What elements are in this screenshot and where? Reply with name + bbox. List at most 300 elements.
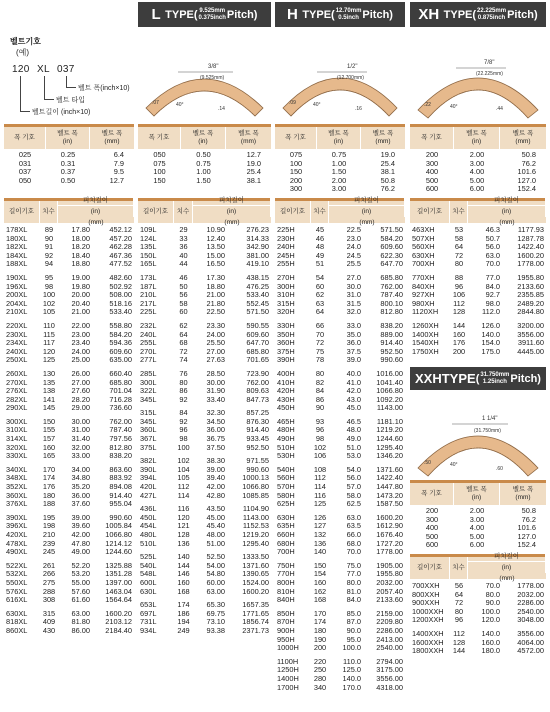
table-cell: 270L <box>140 346 157 356</box>
table-cell: 430 <box>42 625 56 635</box>
table-cell: 24.0 <box>346 242 361 252</box>
legend-line <box>20 111 30 112</box>
table-cell: 29 <box>179 225 188 234</box>
table-cell: 115 <box>43 329 55 339</box>
table-cell: 100 <box>289 158 303 168</box>
table-cell: 31.90 <box>206 386 225 396</box>
table-cell: 55.00 <box>71 577 90 587</box>
table-cell: 1346.20 <box>376 451 403 461</box>
table-cell: 1000XXH <box>412 606 444 616</box>
table-cell: 1750XH <box>412 346 439 356</box>
table-cell: 762.00 <box>246 377 269 387</box>
table-cell: 508.00 <box>109 290 132 300</box>
table-cell: 27.63 <box>206 355 225 365</box>
table-cell: 914.40 <box>109 490 132 500</box>
col-code <box>410 151 454 194</box>
table-cell: 532XL <box>6 569 28 579</box>
table-cell: 81.0 <box>346 586 361 596</box>
table-cell: 6.00 <box>469 184 485 194</box>
xxh-width-table <box>410 480 546 552</box>
table-cell: 21.80 <box>206 298 225 308</box>
table-cell: 22.5 <box>346 225 361 234</box>
table-cell: 420XL <box>6 530 28 539</box>
xxh-dim-label: .60 <box>496 466 503 472</box>
col-in <box>454 151 500 194</box>
table-cell: 60.00 <box>206 577 225 587</box>
table-cell: 93.38 <box>206 625 225 635</box>
table-cell: 93 <box>315 416 325 426</box>
col-teeth-header: 치수 <box>450 201 468 223</box>
table-cell: 121 <box>177 521 190 531</box>
table-cell: 584.20 <box>380 233 403 243</box>
table-cell: 34.50 <box>206 416 225 426</box>
table-cell: 315 <box>42 608 56 618</box>
col-in <box>468 582 502 656</box>
table-cell: 80 <box>179 377 188 387</box>
table-cell: 9.5 <box>113 167 124 177</box>
table-cell: 647.70 <box>246 338 269 348</box>
table-cell: 95.0 <box>346 634 361 644</box>
code-type: XL <box>37 64 50 75</box>
table-cell: 609.60 <box>109 346 132 356</box>
table-cell: 195 <box>42 512 56 522</box>
table-cell: 100.0 <box>342 643 361 653</box>
table-cell: 56.0 <box>485 242 500 252</box>
table-cell: 104 <box>177 464 190 474</box>
xh-length-table <box>410 198 546 364</box>
table-cell: 54.00 <box>206 560 225 570</box>
table-cell: 900XXH <box>412 598 440 608</box>
table-header <box>4 196 134 226</box>
table-cell: 7.9 <box>113 158 124 168</box>
table-cell: 48 <box>315 242 325 252</box>
table-cell: 125.0 <box>342 665 361 675</box>
col-mm-header: (mm) <box>88 218 104 226</box>
table-cell: 180XL <box>6 233 28 243</box>
table-cell: 100 <box>177 442 190 452</box>
col-teeth <box>450 226 468 356</box>
table-cell: 736.60 <box>109 403 132 413</box>
table-cell: 17.80 <box>71 225 90 234</box>
table-cell: 20.40 <box>71 298 90 308</box>
table-cell: 144 <box>452 320 466 330</box>
table-cell: 840XH <box>412 281 435 291</box>
table-cell: 17.30 <box>206 272 225 282</box>
table-cell: 1104.90 <box>242 504 269 514</box>
pitch-length-title: 피치길이 <box>468 553 546 562</box>
table-cell: 2184.40 <box>105 625 132 635</box>
table-cell: 80.0 <box>346 577 361 587</box>
table-cell: 050 <box>153 150 166 159</box>
table-cell: 84 <box>315 386 325 396</box>
table-cell: 1600XXH <box>412 637 444 647</box>
table-cell: 36.00 <box>206 425 225 435</box>
table-cell: 971.55 <box>246 456 269 466</box>
table-cell: 315H <box>277 298 295 308</box>
table-cell: 35.20 <box>71 482 90 492</box>
table-cell: 68.0 <box>346 538 361 548</box>
table-cell: 68 <box>179 338 188 348</box>
table-cell: 210 <box>42 530 56 539</box>
table-cell: 50.8 <box>521 150 536 159</box>
table-cell: 952.50 <box>380 346 403 356</box>
table-cell: 1657.35 <box>242 600 269 610</box>
table-cell: 53 <box>454 225 464 234</box>
table-cell: 154.0 <box>481 338 500 348</box>
table-cell: 135 <box>42 377 56 387</box>
table-cell: 838.20 <box>380 320 403 330</box>
table-cell: 850H <box>277 608 295 618</box>
table-cell: 174 <box>177 600 190 610</box>
xh-belt-diagram <box>410 30 546 122</box>
table-cell: 176 <box>452 338 466 348</box>
table-cell: 0.31 <box>60 158 76 168</box>
table-cell: 1066.80 <box>376 386 403 396</box>
table-cell: 1955.80 <box>517 272 544 282</box>
table-cell: 762.00 <box>380 281 403 291</box>
table-cell: 200 <box>425 150 439 159</box>
table-cell: 2057.40 <box>376 586 403 596</box>
table-cell: 100 <box>42 290 56 300</box>
table-cell: 165 <box>42 451 56 461</box>
pitch-word: Pitch) <box>510 372 541 385</box>
table-cell: 102 <box>177 456 190 466</box>
table-cell: 450L <box>140 512 157 522</box>
table-cell: 42.80 <box>206 490 225 500</box>
xxh-pitch-label: 1 1/4" <box>482 416 498 422</box>
table-cell: 57.60 <box>71 586 90 596</box>
table-cell: 1473.20 <box>376 490 403 500</box>
table-cell: 160 <box>177 577 190 587</box>
table-cell: 24.00 <box>71 346 90 356</box>
table-body <box>410 151 546 194</box>
table-cell: 75 <box>315 346 325 356</box>
col-in <box>317 151 361 194</box>
table-cell: 140.0 <box>481 628 500 638</box>
col-in <box>454 507 500 550</box>
table-cell: 200XL <box>6 290 28 300</box>
col-mm-header: 벨트 폭 (mm) <box>512 130 534 145</box>
col-in-header: 벨트 폭 (in) <box>454 483 500 505</box>
table-cell: 70.0 <box>346 547 361 557</box>
table-cell: 51.00 <box>206 538 225 548</box>
xxh-belt-diagram <box>410 392 546 478</box>
table-cell: 64 <box>454 242 464 252</box>
table-cell: 288 <box>42 586 56 596</box>
table-cell: 45.0 <box>346 403 361 413</box>
l-type-header <box>138 2 271 27</box>
code-length: 120 <box>12 64 30 75</box>
table-cell: 576XL <box>6 586 28 596</box>
table-cell: 114 <box>314 482 326 492</box>
table-cell: 2413.00 <box>376 634 403 644</box>
table-cell: 225H <box>277 225 295 234</box>
table-cell: 261 <box>42 560 56 570</box>
table-cell: 110 <box>43 320 55 330</box>
table-cell: 300 <box>425 158 439 168</box>
col-in <box>329 226 363 692</box>
table-body <box>275 226 405 692</box>
table-cell: 51.0 <box>346 442 361 452</box>
table-cell: 210XL <box>6 307 28 317</box>
table-cell: 1066.80 <box>242 482 269 492</box>
table-cell: 075 <box>153 158 166 168</box>
table-cell: 800XXH <box>412 589 440 599</box>
table-cell: 409 <box>42 617 56 627</box>
table-cell: 1333.50 <box>242 552 269 562</box>
table-cell: 136 <box>313 538 327 548</box>
table-cell: 540L <box>140 560 157 570</box>
table-cell: 150 <box>313 560 327 570</box>
table-cell: 594.36 <box>109 338 132 348</box>
table-cell: 330XL <box>6 451 28 461</box>
table-cell: 571.50 <box>380 225 403 234</box>
table-cell: 609.60 <box>380 242 403 252</box>
table-cell: 1700H <box>277 682 299 692</box>
table-cell: 1778.00 <box>517 259 544 269</box>
table-cell: 82 <box>315 377 325 387</box>
table-cell: 180 <box>313 625 327 635</box>
col-code <box>4 151 46 185</box>
table-cell: 330H <box>277 320 295 330</box>
table-cell: 87.0 <box>346 617 361 627</box>
table-cell: 63.5 <box>346 521 361 531</box>
table-cell: 0.75 <box>331 150 347 159</box>
table-cell: 29.00 <box>71 403 90 413</box>
table-cell: 320H <box>277 307 295 317</box>
table-cell: 108 <box>313 464 327 474</box>
table-cell: 52.50 <box>206 552 225 562</box>
table-header <box>410 196 546 226</box>
table-cell: 1600.20 <box>105 608 132 618</box>
table-cell: 630XL <box>6 608 28 618</box>
table-cell: 463XH <box>412 225 435 234</box>
table-cell: 157 <box>42 434 56 444</box>
table-cell: 420H <box>277 386 295 396</box>
table-cell: 277L <box>140 355 157 365</box>
table-cell: 454L <box>140 521 157 531</box>
h-width-table <box>275 124 405 196</box>
table-cell: 255L <box>140 338 157 348</box>
table-cell: 1.50 <box>196 175 211 185</box>
table-cell: 77.0 <box>485 272 500 282</box>
table-cell: 314XL <box>6 434 28 444</box>
table-cell: 92.7 <box>485 290 500 300</box>
table-cell: 980XH <box>412 298 435 308</box>
table-cell: 2.00 <box>469 150 485 159</box>
table-cell: 186 <box>177 608 190 618</box>
table-cell: 580H <box>277 490 295 500</box>
table-cell: 76.2 <box>380 184 395 194</box>
table-cell: 184XL <box>6 250 28 260</box>
l-angle-label: 40° <box>176 102 184 108</box>
table-cell: 88 <box>454 272 464 282</box>
table-cell: 300XL <box>6 416 28 426</box>
table-cell: 3.00 <box>469 514 485 524</box>
table-cell: 480L <box>140 530 157 539</box>
pitch-mm: 9.525mm <box>199 8 226 14</box>
table-cell: 45.00 <box>206 512 225 522</box>
col-mm-header: 벨트 폭 (mm) <box>238 130 259 145</box>
table-cell: 847.73 <box>246 394 269 404</box>
table-cell: 6.4 <box>113 150 124 159</box>
table-cell: 112 <box>314 473 326 483</box>
table-cell: 800.10 <box>380 298 403 308</box>
table-cell: 31.0 <box>346 290 361 300</box>
table-cell: 25.4 <box>246 167 261 177</box>
col-teeth-header: 치수 <box>450 557 468 579</box>
table-cell: 1085.85 <box>242 490 269 500</box>
col-code <box>138 226 174 636</box>
table-cell: 025 <box>18 150 32 159</box>
table-cell: 394L <box>140 473 157 483</box>
col-mm <box>92 226 134 636</box>
table-cell: 934L <box>140 625 157 635</box>
table-cell: 255H <box>277 259 295 269</box>
xl-length-table <box>4 198 134 638</box>
table-cell: 170 <box>42 464 56 474</box>
table-cell: 2159.00 <box>376 608 403 618</box>
table-cell: 716.28 <box>109 394 132 404</box>
pitch-mm: 31.750mm <box>480 372 510 378</box>
table-cell: 1771.65 <box>242 608 269 618</box>
table-cell: 152.4 <box>517 184 536 194</box>
table-cell: 525L <box>140 552 157 562</box>
table-cell: 990.60 <box>109 512 132 522</box>
col-teeth-header: 치수 <box>40 201 58 223</box>
table-cell: 1066.80 <box>105 530 132 539</box>
pitch-length-header <box>58 196 134 226</box>
table-cell: 276XL <box>6 386 28 396</box>
table-cell: 39.40 <box>206 473 225 483</box>
table-cell: 45 <box>315 225 325 234</box>
table-cell: 0.75 <box>196 158 211 168</box>
col-in-header: (in) <box>58 206 134 217</box>
col-code <box>4 226 40 636</box>
table-body <box>138 151 271 185</box>
table-cell: 26.00 <box>71 368 90 378</box>
table-cell: 70 <box>315 329 325 339</box>
table-cell: 36 <box>179 242 188 252</box>
col-mm-header: 벨트 폭 (mm) <box>512 486 534 501</box>
table-cell: 340 <box>313 682 327 692</box>
table-header <box>410 552 546 582</box>
col-in-header: 벨트 폭 (in) <box>181 127 226 149</box>
table-cell: 70.0 <box>485 259 500 269</box>
table-cell: 270H <box>277 272 295 282</box>
table-cell: 510L <box>140 538 157 548</box>
table-cell: 48.00 <box>206 530 225 539</box>
table-header <box>410 483 546 505</box>
table-cell: 342.90 <box>246 242 269 252</box>
table-cell: 98 <box>315 434 325 444</box>
table-cell: 10.90 <box>206 225 225 234</box>
table-cell: 570H <box>277 482 295 492</box>
h-length-table <box>275 198 405 708</box>
col-code-header: 폭 기호 <box>4 127 46 149</box>
table-cell: 76.2 <box>521 158 536 168</box>
table-cell: 300H <box>277 281 295 291</box>
table-cell: 72 <box>454 250 464 260</box>
table-cell: 452.12 <box>109 225 132 234</box>
table-cell: 144 <box>452 646 466 656</box>
table-cell: 21.00 <box>71 307 90 317</box>
table-cell: 101.6 <box>517 523 536 533</box>
table-cell: 1250H <box>277 665 299 675</box>
table-cell: 933.45 <box>246 434 269 444</box>
table-cell: 245 <box>42 547 56 557</box>
table-cell: 42.0 <box>346 386 361 396</box>
table-cell: 84 <box>179 408 188 418</box>
table-cell: 914.40 <box>380 338 403 348</box>
table-cell: 39.00 <box>71 512 90 522</box>
table-cell: 1727.20 <box>376 538 403 548</box>
table-cell: 50.8 <box>521 506 536 515</box>
pitch-inch: 0.375inch <box>198 14 226 21</box>
table-cell: 476.25 <box>246 281 269 291</box>
table-cell: 126.0 <box>481 320 500 330</box>
table-cell: 54.0 <box>346 464 361 474</box>
table-cell: 1287.78 <box>517 233 544 243</box>
table-cell: 1400XH <box>412 329 439 339</box>
table-cell: 33.40 <box>206 394 225 404</box>
table-cell: 75.0 <box>346 560 361 570</box>
col-in-header: 벨트 폭 (in) <box>317 127 361 149</box>
table-cell: 63.00 <box>71 608 90 618</box>
pitch-length-title: 피치길이 <box>193 197 271 206</box>
table-cell: 92 <box>179 416 188 426</box>
table-cell: 840H <box>277 595 295 605</box>
table-cell: 502.92 <box>109 281 132 291</box>
table-cell: 1120XH <box>412 307 439 317</box>
table-cell: 200 <box>289 175 303 185</box>
table-cell: 1463.04 <box>105 586 132 596</box>
paren-open: ( <box>331 8 335 21</box>
table-body <box>410 582 546 656</box>
table-cell: 300 <box>289 184 303 194</box>
table-cell: 57.0 <box>346 482 361 492</box>
table-cell: 1219.20 <box>376 425 403 435</box>
table-cell: 13.50 <box>206 242 225 252</box>
table-cell: 883.92 <box>109 473 132 483</box>
table-cell: 400 <box>425 523 439 533</box>
table-cell: 63 <box>315 298 325 308</box>
table-cell: 1214.12 <box>105 538 132 548</box>
xxh-type-letter: XXHTYPE <box>415 371 476 386</box>
table-cell: 49.0 <box>346 434 361 444</box>
table-cell: 95 <box>44 272 54 282</box>
table-cell: 2844.80 <box>517 307 544 317</box>
col-code <box>275 151 317 194</box>
table-cell: 128 <box>452 307 466 317</box>
table-cell: 56.0 <box>346 473 361 483</box>
table-cell: 2.00 <box>331 175 347 185</box>
table-cell: 3.00 <box>469 158 485 168</box>
l-dim-label: .14 <box>218 106 225 112</box>
table-cell: 1371.60 <box>242 560 269 570</box>
table-cell: 1295.40 <box>376 442 403 452</box>
legend-example: (예) <box>16 48 30 57</box>
col-code-header: 폭 기호 <box>275 127 317 149</box>
table-cell: 4445.00 <box>517 346 544 356</box>
table-cell: 117 <box>43 338 55 348</box>
table-header <box>275 196 405 226</box>
col-code-header: 길이기호 <box>410 557 450 579</box>
table-cell: 635H <box>277 521 295 531</box>
table-cell: 584.20 <box>109 329 132 339</box>
table-cell: 37.50 <box>206 442 225 452</box>
l-pitch-label: 3/8" <box>208 64 219 70</box>
